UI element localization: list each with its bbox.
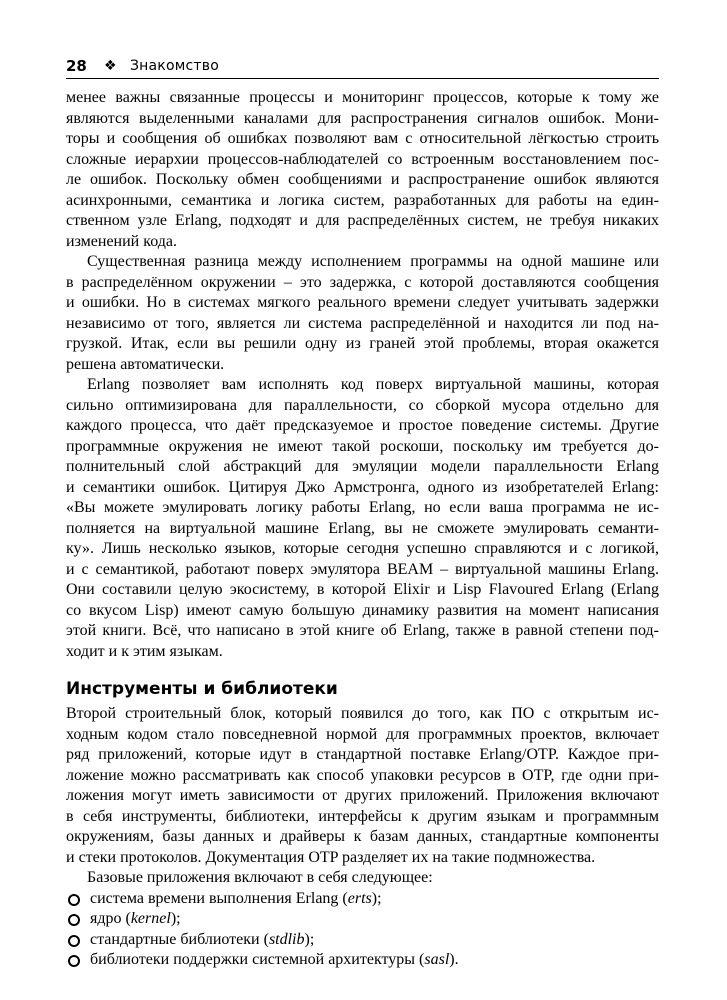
- text-line: «Вы можете эмулировать логику работы Erlang, но если ваша программа не ис-: [66, 499, 659, 516]
- list-item: [66, 930, 659, 951]
- text-line: являются выделенными каналами для распространения сигналов ошибок. Мони-: [66, 109, 659, 127]
- list-item-emphasis: sasl: [424, 951, 450, 968]
- text-line: решена автоматически.: [66, 355, 225, 373]
- list-item: [66, 889, 659, 910]
- list-intro: Базовые приложения включают в себя следующее:: [87, 869, 433, 886]
- list-item-text-end: );: [170, 910, 181, 927]
- text-line: асинхронными, семантика и логика систем, разработанных для работы на един-: [66, 191, 659, 209]
- ornament-icon: ❖: [104, 58, 117, 74]
- text-line: сложные иерархии процессов-наблюдателей со встроенным восстановлением пос-: [66, 150, 659, 168]
- text-line: изменений кода.: [66, 232, 177, 250]
- list-item-text: стандартные библиотеки (: [90, 930, 269, 948]
- text-line: полняется на виртуальной машине Erlang, вы не сможете эмулировать семанти-: [66, 519, 659, 537]
- text-line: каждого процесса, что даёт предсказуемое и простое поведение системы. Другие: [66, 417, 659, 434]
- text-line: независимо от того, является ли система распределённой и находится ли под на-: [66, 314, 659, 332]
- text-line: и стеки протоколов. Документация OTP разделяет их на такие подмножества.: [66, 848, 596, 866]
- section-heading: Инструменты и библиотеки: [66, 679, 338, 699]
- text-line: ложения могут иметь зависимости от других приложений. Приложения включают: [66, 787, 659, 804]
- bullet-circle-icon: [68, 894, 80, 906]
- text-line: сильно оптимизирована для параллельности, со сборкой мусора отдельно для: [66, 396, 659, 414]
- text-line: ложение можно рассматривать как способ упаковки ресурсов в OTP, где одни при-: [66, 766, 659, 784]
- text-line: ходным кодом стало повседневной нормой для программных проектов, включает: [66, 725, 659, 743]
- running-header: [66, 56, 659, 79]
- text-line: в себя инструменты, библиотеки, интерфейсы к другим языкам и программным: [66, 807, 659, 825]
- list-item-text-end: ).: [449, 951, 459, 968]
- text-line: в распределённом окружении – это задержка, с которой доставляются сообщения: [66, 273, 659, 291]
- text-line: и семантики ошибок. Цитируя Джо Армстронга, одного из изобретателей Erlang:: [66, 478, 659, 496]
- paragraph-2: [66, 252, 659, 375]
- text-line: Второй строительный блок, который появился до того, как ПО с открытым ис-: [66, 705, 659, 722]
- page-number: 28: [66, 57, 87, 75]
- list-item-emphasis: erts: [347, 889, 372, 907]
- text-line: этой книги. Всё, что написано в этой книге об Erlang, также в равной степени под-: [66, 622, 659, 639]
- list-item-emphasis: stdlib: [268, 930, 305, 948]
- text-line: торы и сообщения об ошибках позволяют вам с относительной лёгкостью строить: [66, 130, 659, 147]
- list-item-text: библиотеки поддержки системной архитектуры (: [90, 951, 425, 968]
- text-line: ряд приложений, которые идут в стандартной поставке Erlang/OTP. Каждое при-: [66, 746, 659, 763]
- list-item-text: ядро (: [90, 910, 131, 927]
- bullet-circle-icon: [68, 914, 80, 926]
- text-line: ходит и к этим языкам.: [66, 642, 223, 660]
- paragraph-4: [66, 704, 659, 868]
- bullet-circle-icon: [68, 955, 80, 967]
- text-line: полнительный слой абстракций для эмуляции модели параллельности Erlang: [66, 458, 659, 475]
- page-body: [66, 88, 659, 971]
- list-item-text: система времени выполнения Erlang (: [90, 889, 348, 907]
- text-line: Они составили целую экосистему, в которой Elixir и Lisp Flavoured Erlang (Erlang: [66, 581, 659, 598]
- list-item-emphasis: kernel: [130, 910, 171, 927]
- text-line: Существенная разница между исполнением программы на одной машине или: [87, 253, 659, 270]
- text-line: окружениям, базы данных и драйверы к базам данных, стандартные компоненты: [66, 828, 659, 845]
- text-line: менее важны связанные процессы и мониторинг процессов, которые к тому же: [66, 89, 659, 106]
- list-item: [66, 950, 659, 971]
- paragraph-3: [66, 375, 659, 662]
- text-line: ку». Лишь несколько языков, которые сегодня успешно справляются и с логикой,: [66, 540, 659, 557]
- text-line: ственном узле Erlang, подходят и для распределённых систем, не требуя никаких: [66, 212, 659, 229]
- text-line: ле ошибок. Поскольку обмен сообщениями и распространение ошибок являются: [66, 171, 659, 188]
- bullet-list: [66, 889, 659, 971]
- text-line: со вкусом Lisp) имеют самую большую динамику развития на момент написания: [66, 601, 659, 619]
- bullet-circle-icon: [68, 935, 80, 947]
- chapter-title: Знакомство: [130, 58, 219, 74]
- text-line: грузкой. Итак, если вы решили одну из граней этой проблемы, вторая окажется: [66, 335, 659, 352]
- text-line: программные окружения не имеют такой роскоши, поскольку им требуется до-: [66, 437, 659, 455]
- text-line: и ошибки. Но в системах мягкого реального времени следует учитывать задержки: [66, 294, 659, 311]
- paragraph-1: [66, 88, 659, 252]
- list-item-text-end: );: [304, 930, 315, 948]
- list-item-text-end: );: [371, 889, 382, 907]
- text-line: и с семантикой, работают поверх эмулятора BEAM – виртуальной машины Erlang.: [66, 560, 659, 578]
- list-item: [66, 909, 659, 930]
- text-line: Erlang позволяет вам исполнять код поверх виртуальной машины, которая: [87, 376, 659, 393]
